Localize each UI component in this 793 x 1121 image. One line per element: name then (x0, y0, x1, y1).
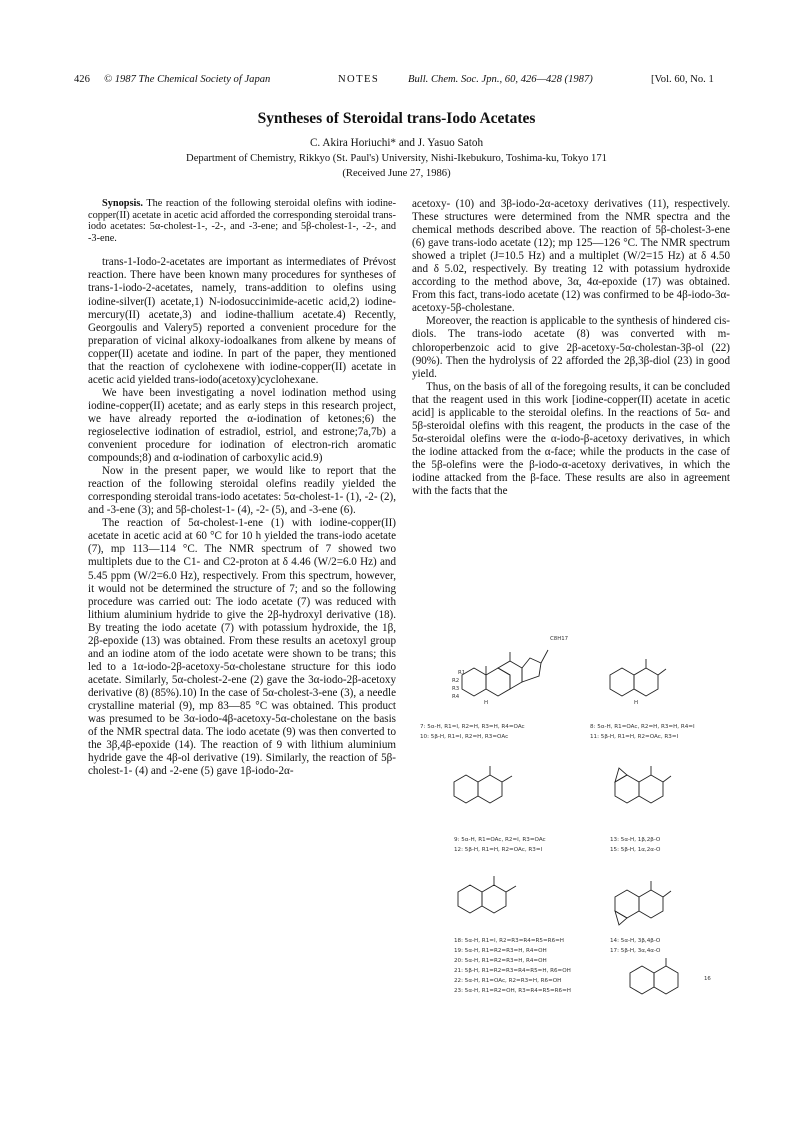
r-label: R1 (458, 670, 466, 676)
caption-line: 12: 5β-H, R1=H, R2=OAc, R3=I (454, 847, 543, 853)
caption-line: 19: 5α-H, R1=R2=R3=H, R4=OH (454, 948, 547, 954)
caption-line: 9: 5α-H, R1=OAc, R2=I, R3=OAc (454, 837, 546, 843)
right-column (412, 198, 730, 498)
body-paragraph: We have been investigating a novel iodination method using iodine-copper(II) acetate; and as early steps in this research project, we have already reported the α-iodination of ketones;6) the regioselective iodination of estradiol, estriol, and estrone;7a,7b) a convenient procedure for iodination of electron-rich aromatic compounds;8) and α-iodination of carboxylic acid.9) (88, 386, 396, 465)
compound-number-16: 16 (704, 976, 711, 982)
caption-line: 8: 5α-H, R1=OAc, R2=H, R3=H, R4=I (590, 724, 695, 730)
affiliation: Department of Chemistry, Rikkyo (St. Paul's) University, Nishi-Ikebukuro, Toshima-ku, Tokyo 171 (186, 153, 607, 164)
caption-line: 18: 5α-H, R1=I, R2=R3=R4=R5=R6=H (454, 938, 565, 944)
caption (454, 835, 546, 855)
h-label: H (634, 700, 639, 706)
running-header (74, 74, 738, 90)
synopsis (88, 198, 396, 244)
body-paragraph: trans-1-Iodo-2-acetates are important as intermediates of Prévost reaction. There have been known many procedures for syntheses of trans-1-iodo-2-acetates, namely, trans-addition to olefins using iodine-silver(I) acetate,1) N-iodosuccinimide-acetic acid,2) iodine-mercury(II) acetate,3) and iodine-thallium acetate.4) Recently, Georgoulis and Valery5) reported a convenient procedure for the preparation of vicinal alkoxy-iodoalkanes from alkene by means of copper(II) acetate and iodine. In part of the paper, they mentioned that the reaction of cyclohexene with iodine-copper(II) acetate in acetic acid yielded trans-iodo(acetoxy)cyclohexane. (88, 256, 396, 386)
caption-line: 15: 5β-H, 1α,2α-O (610, 847, 661, 853)
r-label: R4 (452, 694, 460, 700)
structures-figure (412, 630, 730, 1030)
caption-line: 14: 5α-H, 3β,4β-O (610, 938, 661, 944)
epoxide-decalin-drawing (607, 760, 687, 825)
decalin-drawing (442, 870, 532, 940)
r-label: R2 (452, 678, 460, 684)
decalin-drawing (602, 655, 682, 715)
caption (454, 936, 571, 996)
body-paragraph: Moreover, the reaction is applicable to the synthesis of hindered cis-diols. The trans-iodo acetate (8) was converted with m-chloroperbenzoic acid to give 2β-acetoxy-5α-cholestan-3β-ol (22) (90%). Then the hydrolysis of 22 afforded the 2β,3β-diol (23) in good yield. (412, 315, 730, 380)
body-paragraph: The reaction of 5α-cholest-1-ene (1) with iodine-copper(II) acetate in acetic acid at 60 °C for 10 h yielded the trans-iodo acetate (7), mp 113—114 °C. The NMR spectrum of 7 showed two multiplets due to the C1- and C2-proton at δ 4.46 (W/2=6.0 Hz) and 5.45 ppm (W/2=6.0 Hz), respectively. From this spectrum, however, it would not be determined the structure of 7; and so the following procedure was carried out: The iodo acetate (7) was reduced with lithium aluminium hydride to give the 2β-hydroxyl derivative (18). By treating the iodo acetate (7) with potassium hydroxide, the 1β, 2β-epoxide (13) was obtained. From these results an acetoxyl group and an iodine atom of the iodo acetate were shown to be trans; this led to a 1α-iodo-2β-acetoxy-5α-cholestane structure for this iodo acetate. Similarly, 5α-cholest-2-ene (2) gave the 3α-iodo-2β-acetoxy derivative (8) (85%).10) In the case of 5α-cholest-3-ene (3), a needle crystalline material (9), mp 83—85 °C was obtained. This product was presumed to be 3α-iodo-4β-acetoxy-5α-cholestane on the basis of the NMR spectral data. The iodo acetate (9) was then converted to the 3β,4β-epoxide (14). The reaction of 9 with lithium aluminium hydride gave the 4β-ol derivative (19). Similarly, the reaction of 5β-cholest-1- (4) and -2-ene (5) gave 1β-iodo-2α- (88, 517, 396, 778)
h-label: H (484, 700, 489, 706)
caption-line: 20: 5α-H, R1=R2=R3=H, R4=OH (454, 958, 547, 964)
section-label: NOTES (338, 74, 380, 85)
caption-line: 7: 5α-H, R1=I, R2=H, R3=H, R4=OAc (420, 724, 525, 730)
society-credit: © 1987 The Chemical Society of Japan (104, 74, 271, 85)
synopsis-label: Synopsis. (102, 198, 143, 209)
steroid-skeleton-drawing (452, 630, 582, 715)
caption-line: 23: 5α-H, R1=R2=OH, R3=R4=R5=R6=H (454, 988, 571, 994)
volume-label: [Vol. 60, No. 1 (651, 74, 714, 85)
caption (420, 722, 525, 742)
olefin-drawing (622, 955, 702, 1010)
caption-line: 22: 5α-H, R1=OAc, R2=R3=H, R6=OH (454, 978, 562, 984)
page-number: 426 (74, 74, 90, 85)
side-chain-label: C8H17 (550, 636, 569, 642)
caption (610, 936, 660, 956)
synopsis-text: The reaction of the following steroidal olefins with iodine-copper(II) acetate in acetic acid afforded the corresponding steroidal trans-iodo acetates: 5α-cholest-1-, -2-, and -3-ene; and 5β-cholest-1-, -2-, and -3-ene. (88, 198, 397, 244)
caption (610, 835, 660, 855)
body-paragraph: Now in the present paper, we would like to report that the reaction of the following steroidal olefins readily yielded the corresponding steroidal trans-iodo acetates: 5α-cholest-1- (1), -2- (2), and -3-ene (3); and 5β-cholest-1- (4), -2- (5), and -3-ene (6). (88, 465, 397, 517)
epoxide-decalin-drawing (607, 875, 687, 940)
body-paragraph: Thus, on the basis of all of the foregoing results, it can be concluded that the reagent used in this work [iodine-copper(II) acetate in acetic acid] is applicable to the steroidal olefins. In the reactions of 5α- and 5β-steroidal olefins with this reagent, the products in the case of the 5α-steroidal olefins were the α-iodo-β-acetoxy derivatives, in which the iodine attacked from the α-face; while the products in the case of the 5β-olefins were the β-iodo-α-acetoxy derivatives, in which the iodine attacked from the β-face. These results are also in agreement with the facts that the (412, 380, 730, 498)
caption-line: 17: 5β-H, 3α,4α-O (610, 948, 661, 954)
caption-line: 10: 5β-H, R1=I, R2=H, R3=OAc (420, 734, 509, 740)
left-column (88, 198, 396, 778)
r-label: R3 (452, 686, 460, 692)
received-date: (Received June 27, 1986) (342, 168, 451, 179)
caption-line: 11: 5β-H, R1=H, R2=OAc, R3=I (590, 734, 679, 740)
paper-title: Syntheses of Steroidal trans-Iodo Acetates (257, 110, 536, 127)
caption (590, 722, 695, 742)
decalin-drawing (442, 760, 532, 825)
caption-line: 13: 5α-H, 1β,2β-O (610, 837, 661, 843)
author-line: C. Akira Horiuchi* and J. Yasuo Satoh (309, 137, 484, 149)
journal-citation: Bull. Chem. Soc. Jpn., 60, 426—428 (1987) (408, 74, 593, 85)
body-paragraph: acetoxy- (10) and 3β-iodo-2α-acetoxy derivatives (11), respectively. These structures were determined from the NMR spectra and the chemical methods described above. The reaction of 5β-cholest-3-ene (6) gave trans-iodo acetate (12); mp 125—126 °C. The NMR spectrum showed a triplet (J=10.5 Hz) and a multiplet (W/2=15 Hz) at δ 4.50 and δ 5.02, respectively. By treating 12 with potassium hydroxide according to the method above, 3α, 4α-epoxide (17) was obtained. From this fact, trans-iodo acetate (12) was confirmed to be 4β-iodo-3α-acetoxy-5β-cholestane. (412, 198, 730, 315)
caption-line: 21: 5β-H, R1=R2=R3=R4=R5=H, R6=OH (454, 968, 571, 974)
